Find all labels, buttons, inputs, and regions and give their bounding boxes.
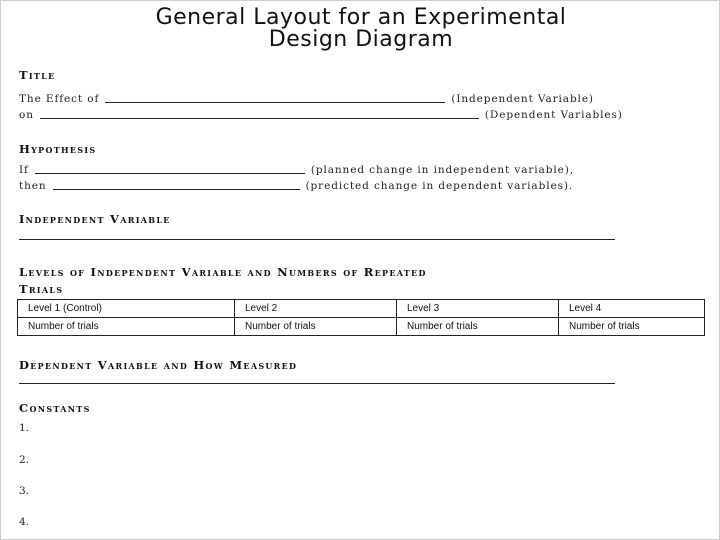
hypothesis-line-2 (19, 179, 573, 192)
document-title-line-2: Design Diagram (268, 27, 454, 52)
hypothesis-section-heading: Hypothesis (19, 142, 97, 156)
constant-item-4[interactable]: 4. (19, 516, 30, 528)
hypothesis-line-2-suffix: (predicted change in dependent variables). (305, 180, 574, 192)
title-line-2-prefix: on (19, 109, 34, 121)
title-section-heading: Title (19, 68, 56, 82)
level-2-cell[interactable]: Level 2 (235, 300, 397, 318)
title-line-2-suffix: (Dependent Variables) (484, 109, 623, 121)
levels-heading-line-1: Levels of Independent Variable and Numbers of Repeated (19, 265, 427, 279)
title-line-2 (19, 108, 623, 121)
title-line-1 (19, 92, 594, 105)
hypothesis-line-1-suffix: (planned change in independent variable), (310, 164, 574, 176)
levels-table-row (18, 300, 705, 318)
constant-item-3[interactable]: 3. (19, 485, 30, 497)
trials-table-row (18, 318, 705, 336)
title-line-1-prefix: The Effect of (19, 93, 100, 105)
constant-item-2[interactable]: 2. (19, 454, 30, 466)
constant-item-1[interactable]: 1. (19, 422, 30, 434)
level-1-control-cell[interactable]: Level 1 (Control) (18, 300, 235, 318)
constants-heading: Constants (19, 401, 91, 415)
levels-heading-line-2: Trials (19, 282, 64, 296)
trials-level-1-cell[interactable]: Number of trials (18, 318, 235, 336)
dependent-variable-blank[interactable] (40, 108, 479, 119)
trials-level-4-cell[interactable]: Number of trials (559, 318, 705, 336)
document-title-line-1: General Layout for an Experimental (155, 5, 567, 30)
independent-variable-heading: Independent Variable (19, 212, 171, 226)
title-line-1-suffix: (Independent Variable) (451, 93, 594, 105)
planned-change-blank[interactable] (35, 163, 305, 174)
hypothesis-line-1 (19, 163, 574, 176)
level-3-cell[interactable]: Level 3 (397, 300, 559, 318)
trials-level-2-cell[interactable]: Number of trials (235, 318, 397, 336)
level-4-cell[interactable]: Level 4 (559, 300, 705, 318)
independent-variable-answer-line[interactable] (19, 239, 615, 240)
levels-table (17, 299, 705, 336)
dependent-variable-answer-line[interactable] (19, 383, 615, 384)
hypothesis-line-1-prefix: If (19, 164, 29, 176)
independent-variable-blank[interactable] (105, 92, 445, 103)
predicted-change-blank[interactable] (53, 179, 300, 190)
dependent-variable-heading: Dependent Variable and How Measured (19, 358, 298, 372)
hypothesis-line-2-prefix: then (19, 180, 47, 192)
trials-level-3-cell[interactable]: Number of trials (397, 318, 559, 336)
